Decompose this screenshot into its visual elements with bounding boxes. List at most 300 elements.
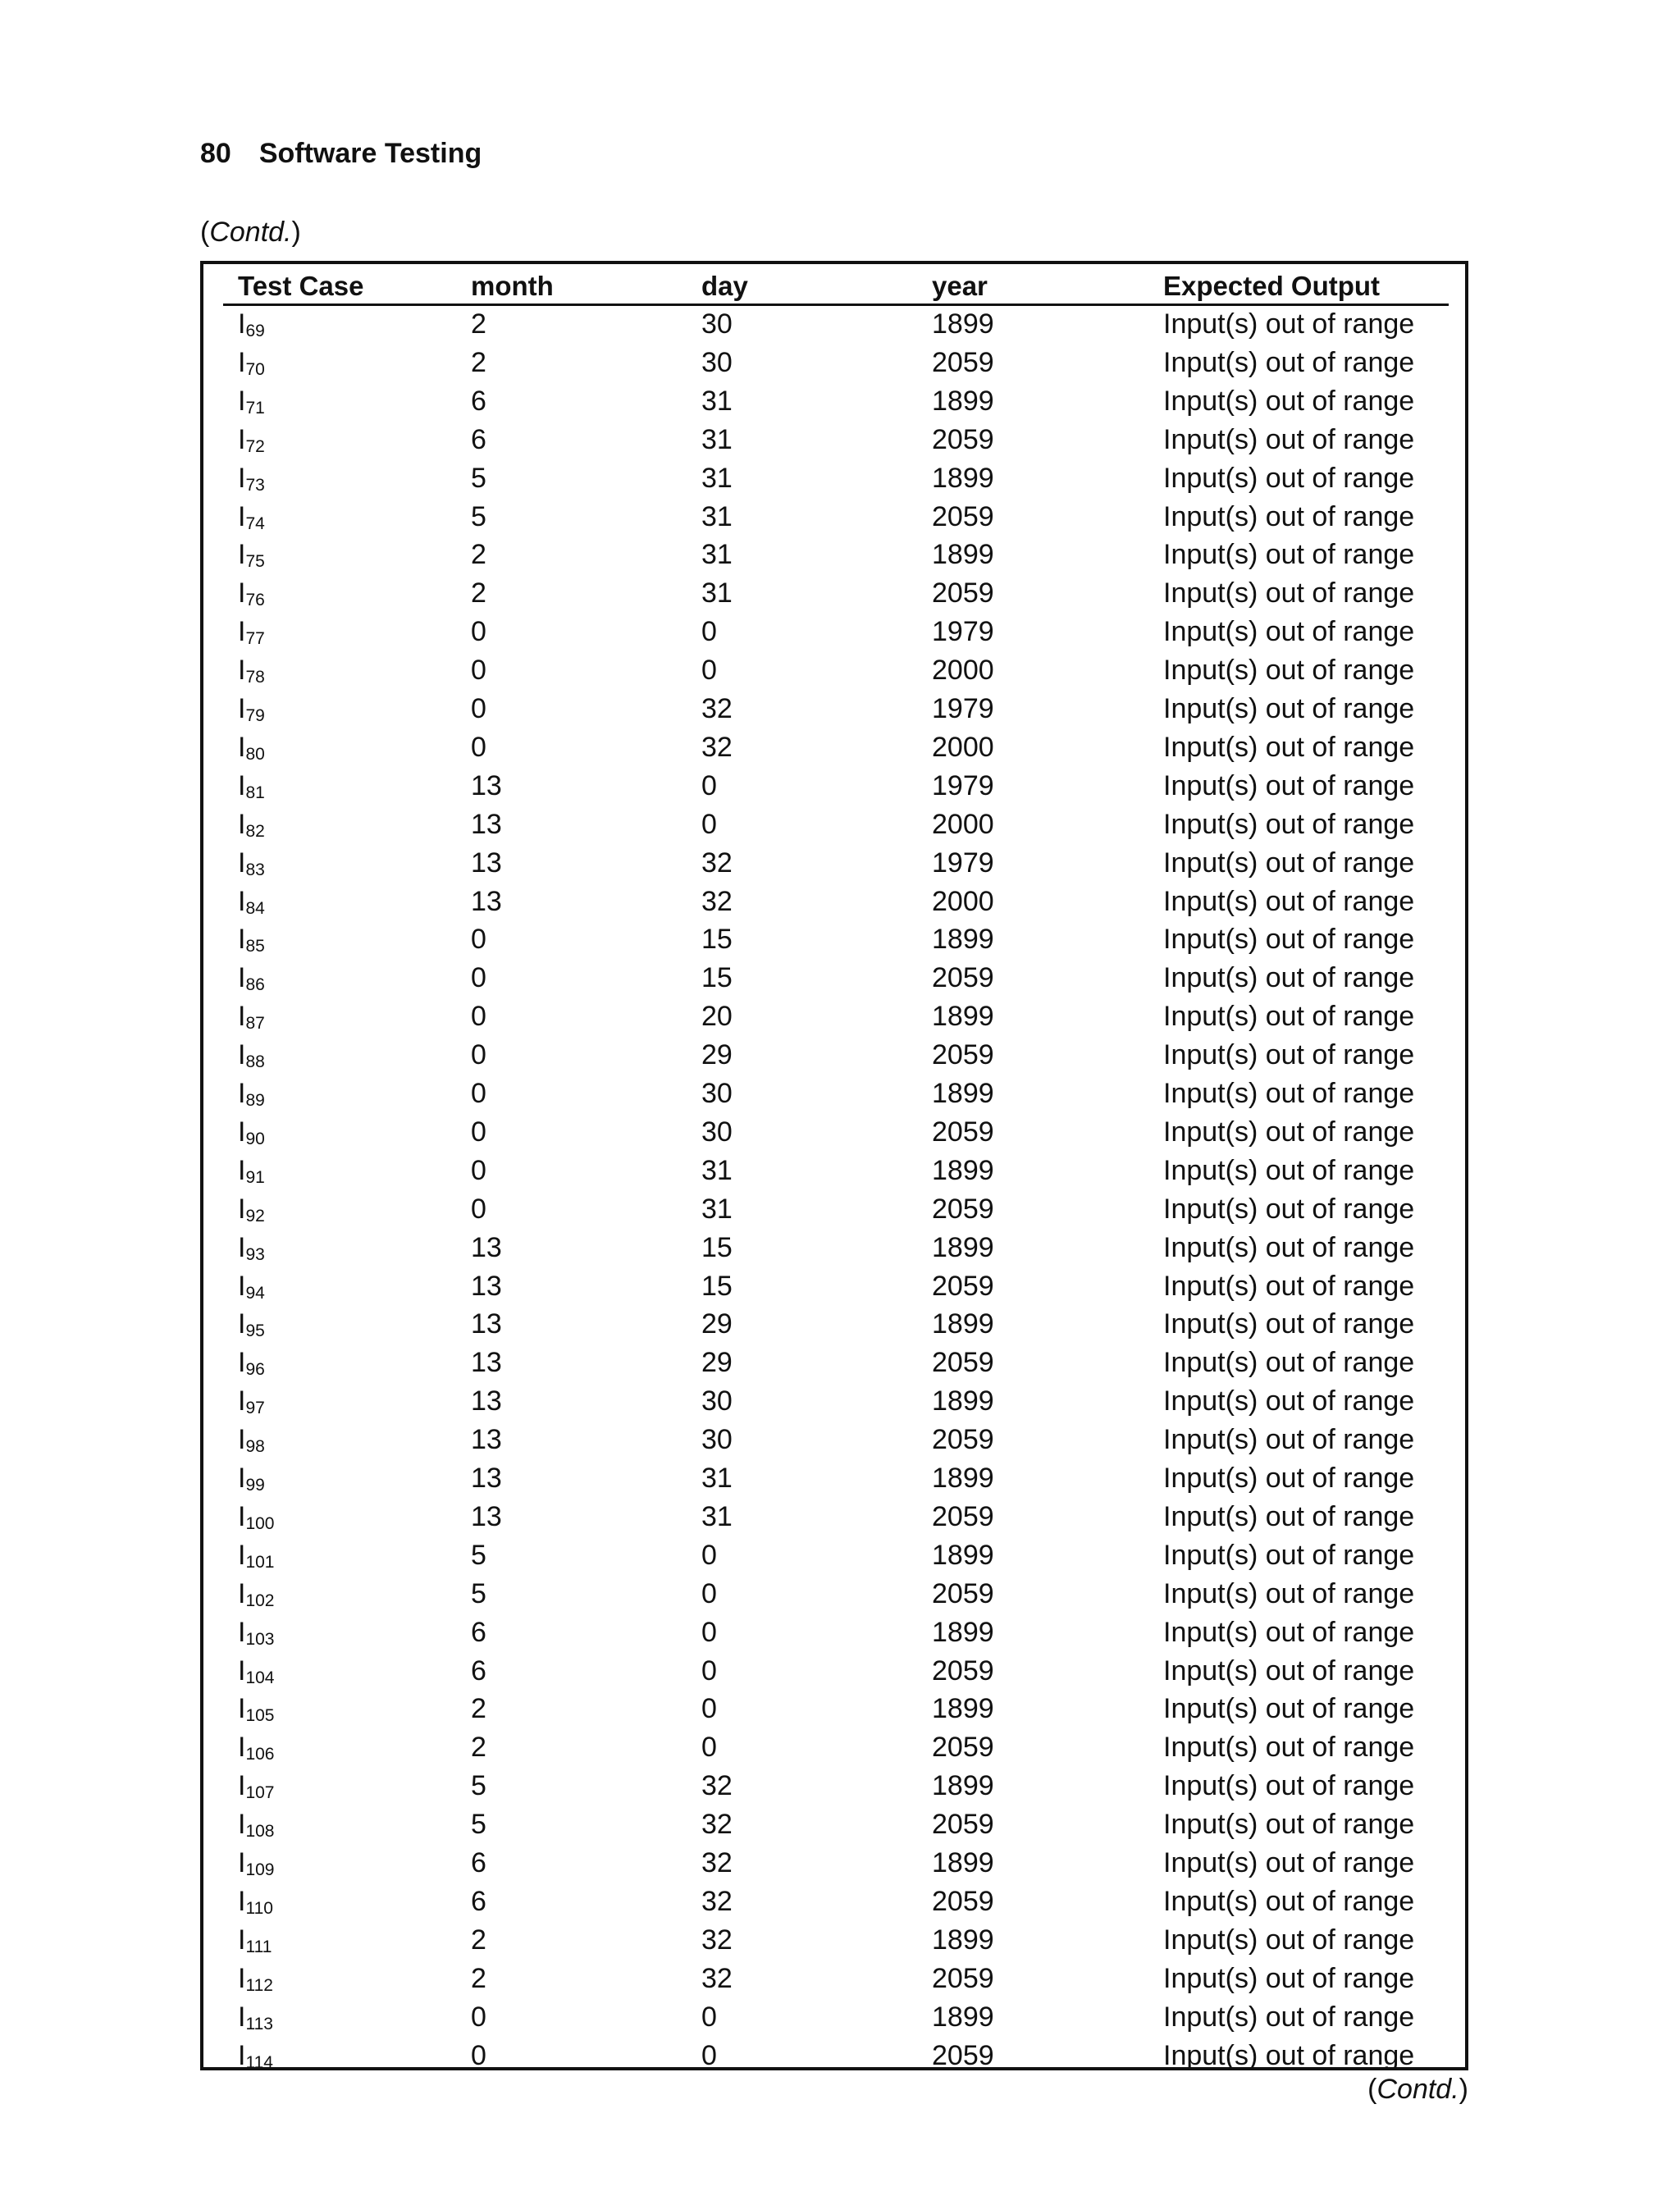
expected-output-cell: Input(s) out of range — [1163, 1655, 1415, 1687]
page-number: 80 — [200, 138, 231, 169]
day-cell: 32 — [701, 1962, 733, 1994]
day-cell: 0 — [701, 2039, 717, 2071]
table-row — [203, 2038, 1465, 2077]
test-case-id — [238, 809, 265, 841]
table-row — [203, 461, 1465, 500]
test-case-prefix: I — [238, 1231, 246, 1263]
test-case-number: 107 — [245, 1783, 275, 1803]
table-row — [203, 1846, 1465, 1884]
month-cell: 0 — [471, 693, 486, 724]
day-cell: 32 — [701, 1809, 733, 1841]
expected-output-cell: Input(s) out of range — [1163, 1539, 1415, 1571]
expected-output-cell: Input(s) out of range — [1163, 962, 1415, 994]
test-case-number: 84 — [245, 898, 265, 918]
table-row — [203, 1923, 1465, 1961]
year-cell: 2059 — [932, 1732, 994, 1764]
day-cell: 0 — [701, 1539, 717, 1571]
table-row — [203, 1691, 1465, 1730]
expected-output-cell: Input(s) out of range — [1163, 655, 1415, 687]
month-cell: 2 — [471, 1732, 486, 1764]
expected-output-cell: Input(s) out of range — [1163, 924, 1415, 956]
test-case-id — [238, 1155, 265, 1187]
table-row — [203, 384, 1465, 422]
month-cell: 13 — [471, 1308, 502, 1340]
test-case-number: 80 — [245, 744, 265, 764]
day-cell: 0 — [701, 808, 717, 840]
table-row — [203, 1038, 1465, 1076]
year-cell: 1979 — [932, 769, 994, 801]
year-cell: 1979 — [932, 847, 994, 879]
month-cell: 0 — [471, 2001, 486, 2033]
expected-output-cell: Input(s) out of range — [1163, 1154, 1415, 1186]
test-case-number: 102 — [245, 1591, 275, 1610]
year-cell: 2059 — [932, 1193, 994, 1225]
expected-output-cell: Input(s) out of range — [1163, 1809, 1415, 1841]
test-case-id — [238, 2001, 273, 2033]
day-cell: 31 — [701, 423, 733, 455]
expected-output-cell: Input(s) out of range — [1163, 1693, 1415, 1725]
test-case-prefix: I — [238, 1885, 246, 1917]
table-row — [203, 1269, 1465, 1308]
table-row — [203, 691, 1465, 730]
expected-output-cell: Input(s) out of range — [1163, 1924, 1415, 1956]
table-row — [203, 2000, 1465, 2038]
test-case-id — [238, 2040, 273, 2072]
month-cell: 6 — [471, 1655, 486, 1687]
test-case-id — [238, 886, 265, 918]
column-header-test-case: Test Case — [238, 271, 364, 301]
test-case-number: 106 — [245, 1745, 275, 1764]
month-cell: 2 — [471, 577, 486, 609]
day-cell: 0 — [701, 769, 717, 801]
test-case-prefix: I — [238, 1001, 246, 1033]
year-cell: 2059 — [932, 962, 994, 994]
month-cell: 13 — [471, 1500, 502, 1532]
year-cell: 2059 — [932, 1347, 994, 1379]
test-case-prefix: I — [238, 539, 246, 571]
expected-output-cell: Input(s) out of range — [1163, 308, 1415, 340]
test-case-number: 85 — [245, 937, 265, 956]
expected-output-cell: Input(s) out of range — [1163, 1616, 1415, 1648]
month-cell: 2 — [471, 1924, 486, 1956]
month-cell: 2 — [471, 539, 486, 571]
table-row — [203, 422, 1465, 461]
test-case-id — [238, 924, 265, 956]
book-title: Software Testing — [258, 138, 482, 169]
table-row — [203, 1615, 1465, 1654]
column-header-expected-output: Expected Output — [1163, 271, 1381, 301]
test-case-prefix: I — [238, 1732, 246, 1764]
table-row — [203, 1807, 1465, 1846]
test-case-prefix: I — [238, 1500, 246, 1532]
expected-output-cell: Input(s) out of range — [1163, 1962, 1415, 1994]
test-case-id — [238, 1194, 265, 1226]
month-cell: 5 — [471, 1539, 486, 1571]
table-row — [203, 961, 1465, 999]
table-row — [203, 1153, 1465, 1192]
test-case-id — [238, 693, 265, 725]
month-cell: 13 — [471, 1270, 502, 1302]
test-case-id — [238, 1886, 273, 1918]
month-cell: 2 — [471, 308, 486, 340]
day-cell: 29 — [701, 1308, 733, 1340]
test-case-number: 74 — [245, 513, 265, 533]
test-case-prefix: I — [238, 500, 246, 532]
test-case-id — [238, 1655, 275, 1687]
day-cell: 30 — [701, 346, 733, 378]
expected-output-cell: Input(s) out of range — [1163, 731, 1415, 763]
year-cell: 2059 — [932, 423, 994, 455]
test-case-prefix: I — [238, 655, 246, 687]
month-cell: 0 — [471, 616, 486, 648]
month-cell: 6 — [471, 1847, 486, 1878]
test-case-number: 96 — [245, 1360, 265, 1380]
expected-output-cell: Input(s) out of range — [1163, 500, 1415, 532]
test-case-id — [238, 1347, 265, 1379]
day-cell: 30 — [701, 1385, 733, 1417]
test-case-prefix: I — [238, 731, 246, 763]
expected-output-cell: Input(s) out of range — [1163, 2039, 1415, 2071]
year-cell: 1899 — [932, 539, 994, 571]
test-case-number: 89 — [245, 1091, 265, 1110]
test-case-id — [238, 1963, 273, 1995]
month-cell: 0 — [471, 2039, 486, 2071]
continued-label-bottom: (Contd.) — [1367, 2074, 1468, 2105]
test-case-prefix: I — [238, 2001, 246, 2033]
test-case-prefix: I — [238, 808, 246, 840]
test-case-id — [238, 1001, 265, 1033]
month-cell: 0 — [471, 1154, 486, 1186]
year-cell: 1899 — [932, 1616, 994, 1648]
test-case-prefix: I — [238, 1847, 246, 1878]
test-case-prefix: I — [238, 1193, 246, 1225]
year-cell: 2059 — [932, 577, 994, 609]
table-row — [203, 1499, 1465, 1538]
test-case-prefix: I — [238, 577, 246, 609]
year-cell: 2059 — [932, 1962, 994, 1994]
test-case-prefix: I — [238, 924, 246, 956]
test-case-prefix: I — [238, 885, 246, 917]
test-case-id — [238, 1116, 265, 1148]
month-cell: 0 — [471, 924, 486, 956]
day-cell: 32 — [701, 1885, 733, 1917]
expected-output-cell: Input(s) out of range — [1163, 1078, 1415, 1109]
day-cell: 32 — [701, 885, 733, 917]
expected-output-cell: Input(s) out of range — [1163, 1463, 1415, 1494]
year-cell: 1899 — [932, 1770, 994, 1802]
test-case-prefix: I — [238, 847, 246, 879]
test-case-prefix: I — [238, 1308, 246, 1340]
test-case-number: 95 — [245, 1321, 265, 1341]
year-cell: 1899 — [932, 1078, 994, 1109]
test-case-number: 99 — [245, 1476, 265, 1495]
test-case-number: 87 — [245, 1014, 265, 1034]
month-cell: 5 — [471, 1770, 486, 1802]
test-case-prefix: I — [238, 1962, 246, 1994]
expected-output-cell: Input(s) out of range — [1163, 1231, 1415, 1263]
month-cell: 5 — [471, 462, 486, 494]
month-cell: 6 — [471, 1885, 486, 1917]
test-case-number: 71 — [245, 398, 265, 418]
year-cell: 1899 — [932, 1463, 994, 1494]
day-cell: 0 — [701, 655, 717, 687]
day-cell: 30 — [701, 308, 733, 340]
day-cell: 0 — [701, 1655, 717, 1687]
test-case-id — [238, 1463, 265, 1495]
test-case-prefix: I — [238, 1539, 246, 1571]
day-cell: 29 — [701, 1039, 733, 1071]
day-cell: 31 — [701, 1154, 733, 1186]
year-cell: 2000 — [932, 655, 994, 687]
year-cell: 1899 — [932, 1847, 994, 1878]
test-case-id — [238, 1308, 265, 1340]
test-case-id — [238, 424, 265, 456]
month-cell: 13 — [471, 1347, 502, 1379]
month-cell: 5 — [471, 1809, 486, 1841]
month-cell: 2 — [471, 1693, 486, 1725]
test-case-prefix: I — [238, 1693, 246, 1725]
expected-output-cell: Input(s) out of range — [1163, 1885, 1415, 1917]
test-case-id — [238, 463, 265, 495]
test-case-id — [238, 1078, 265, 1110]
month-cell: 0 — [471, 1001, 486, 1033]
expected-output-cell: Input(s) out of range — [1163, 2001, 1415, 2033]
month-cell: 2 — [471, 1962, 486, 1994]
month-cell: 13 — [471, 1231, 502, 1263]
test-case-number: 83 — [245, 860, 265, 879]
table-row — [203, 1961, 1465, 2000]
year-cell: 1899 — [932, 462, 994, 494]
test-case-number: 81 — [245, 783, 265, 802]
test-case-id — [238, 577, 265, 609]
expected-output-cell: Input(s) out of range — [1163, 1039, 1415, 1071]
test-case-number: 101 — [245, 1552, 275, 1572]
test-case-number: 92 — [245, 1206, 265, 1226]
day-cell: 20 — [701, 1001, 733, 1033]
test-case-number: 108 — [245, 1822, 275, 1842]
expected-output-cell: Input(s) out of range — [1163, 808, 1415, 840]
test-case-number: 112 — [245, 1975, 273, 1995]
test-case-prefix: I — [238, 1770, 246, 1802]
table-row — [203, 1769, 1465, 1807]
test-case-id — [238, 655, 265, 687]
test-case-prefix: I — [238, 1616, 246, 1648]
expected-output-cell: Input(s) out of range — [1163, 462, 1415, 494]
test-case-id — [238, 1770, 275, 1802]
column-header-month: month — [471, 271, 554, 301]
month-cell: 0 — [471, 1193, 486, 1225]
month-cell: 0 — [471, 1039, 486, 1071]
test-case-number: 94 — [245, 1283, 265, 1303]
table-row — [203, 999, 1465, 1038]
test-case-prefix: I — [238, 1463, 246, 1494]
month-cell: 6 — [471, 385, 486, 417]
table-row — [203, 1884, 1465, 1923]
day-cell: 30 — [701, 1078, 733, 1109]
day-cell: 30 — [701, 1424, 733, 1456]
month-cell: 5 — [471, 1577, 486, 1609]
year-cell: 1899 — [932, 1385, 994, 1417]
day-cell: 0 — [701, 2001, 717, 2033]
day-cell: 31 — [701, 462, 733, 494]
month-cell: 13 — [471, 847, 502, 879]
test-case-id — [238, 1578, 275, 1610]
test-case-id — [238, 1039, 265, 1071]
test-case-prefix: I — [238, 1385, 246, 1417]
test-case-number: 104 — [245, 1668, 275, 1687]
day-cell: 31 — [701, 577, 733, 609]
expected-output-cell: Input(s) out of range — [1163, 423, 1415, 455]
test-case-id — [238, 770, 265, 802]
month-cell: 13 — [471, 1385, 502, 1417]
expected-output-cell: Input(s) out of range — [1163, 1116, 1415, 1148]
expected-output-cell: Input(s) out of range — [1163, 1732, 1415, 1764]
day-cell: 0 — [701, 1693, 717, 1725]
day-cell: 31 — [701, 1500, 733, 1532]
test-case-prefix: I — [238, 1809, 246, 1841]
month-cell: 5 — [471, 500, 486, 532]
table-row — [203, 653, 1465, 691]
table-row — [203, 1577, 1465, 1615]
year-cell: 1899 — [932, 1539, 994, 1571]
year-cell: 2059 — [932, 1809, 994, 1841]
day-cell: 32 — [701, 1847, 733, 1878]
expected-output-cell: Input(s) out of range — [1163, 847, 1415, 879]
test-case-number: 69 — [245, 322, 265, 340]
day-cell: 30 — [701, 1116, 733, 1148]
year-cell: 2059 — [932, 346, 994, 378]
test-case-number: 77 — [245, 629, 265, 649]
expected-output-cell: Input(s) out of range — [1163, 616, 1415, 648]
year-cell: 2000 — [932, 885, 994, 917]
day-cell: 31 — [701, 1193, 733, 1225]
expected-output-cell: Input(s) out of range — [1163, 1385, 1415, 1417]
expected-output-cell: Input(s) out of range — [1163, 693, 1415, 724]
day-cell: 32 — [701, 731, 733, 763]
month-cell: 13 — [471, 808, 502, 840]
table-row — [203, 730, 1465, 769]
month-cell: 13 — [471, 1424, 502, 1456]
expected-output-cell: Input(s) out of range — [1163, 769, 1415, 801]
month-cell: 13 — [471, 885, 502, 917]
test-case-id — [238, 616, 265, 648]
test-case-number: 88 — [245, 1052, 265, 1072]
day-cell: 31 — [701, 500, 733, 532]
table-row — [203, 1307, 1465, 1345]
table-row — [203, 1076, 1465, 1115]
year-cell: 2059 — [932, 1655, 994, 1687]
year-cell: 1899 — [932, 1693, 994, 1725]
test-case-id — [238, 1924, 272, 1956]
month-cell: 2 — [471, 346, 486, 378]
test-case-number: 114 — [245, 2052, 273, 2072]
month-cell: 0 — [471, 655, 486, 687]
test-case-prefix: I — [238, 1424, 246, 1456]
year-cell: 2059 — [932, 1577, 994, 1609]
year-cell: 2000 — [932, 731, 994, 763]
test-case-number: 79 — [245, 706, 265, 725]
expected-output-cell: Input(s) out of range — [1163, 1193, 1415, 1225]
year-cell: 1899 — [932, 1001, 994, 1033]
year-cell: 1899 — [932, 924, 994, 956]
expected-output-cell: Input(s) out of range — [1163, 539, 1415, 571]
day-cell: 31 — [701, 539, 733, 571]
table-row — [203, 1345, 1465, 1384]
test-case-prefix: I — [238, 1924, 246, 1956]
year-cell: 2059 — [932, 1500, 994, 1532]
year-cell: 2059 — [932, 2039, 994, 2071]
table-row — [203, 307, 1465, 345]
day-cell: 0 — [701, 1732, 717, 1764]
table-row — [203, 769, 1465, 807]
test-case-number: 91 — [245, 1167, 265, 1187]
table-row — [203, 576, 1465, 614]
day-cell: 32 — [701, 1924, 733, 1956]
table-row — [203, 1192, 1465, 1230]
test-case-prefix: I — [238, 1577, 246, 1609]
expected-output-cell: Input(s) out of range — [1163, 577, 1415, 609]
table-row — [203, 345, 1465, 384]
expected-output-cell: Input(s) out of range — [1163, 1577, 1415, 1609]
day-cell: 15 — [701, 962, 733, 994]
test-case-id — [238, 1271, 265, 1303]
test-case-prefix: I — [238, 1116, 246, 1148]
month-cell: 13 — [471, 769, 502, 801]
day-cell: 31 — [701, 385, 733, 417]
table-row — [203, 1230, 1465, 1269]
test-case-number: 75 — [245, 552, 265, 572]
column-header-year: year — [932, 271, 988, 301]
table-row — [203, 1461, 1465, 1499]
test-case-number: 76 — [245, 591, 265, 610]
day-cell: 32 — [701, 1770, 733, 1802]
test-case-id — [238, 1693, 275, 1725]
test-case-id — [238, 1732, 275, 1764]
year-cell: 2059 — [932, 1424, 994, 1456]
expected-output-cell: Input(s) out of range — [1163, 1270, 1415, 1302]
month-cell: 6 — [471, 1616, 486, 1648]
test-case-id — [238, 1501, 275, 1533]
table-row — [203, 846, 1465, 884]
test-case-prefix: I — [238, 423, 246, 455]
table-row — [203, 922, 1465, 961]
test-case-id — [238, 539, 265, 571]
year-cell: 1979 — [932, 693, 994, 724]
test-case-number: 109 — [245, 1860, 275, 1879]
continued-label-top: (Contd.) — [200, 217, 301, 248]
test-case-id — [238, 732, 265, 764]
test-case-id — [238, 1847, 275, 1879]
expected-output-cell: Input(s) out of range — [1163, 1347, 1415, 1379]
test-case-id — [238, 386, 265, 418]
test-case-prefix: I — [238, 616, 246, 648]
running-head — [200, 138, 482, 170]
year-cell: 1899 — [932, 1308, 994, 1340]
table-row — [203, 1422, 1465, 1461]
year-cell: 2059 — [932, 500, 994, 532]
test-case-number: 72 — [245, 436, 265, 456]
test-case-id — [238, 501, 265, 533]
year-cell: 1979 — [932, 616, 994, 648]
year-cell: 1899 — [932, 2001, 994, 2033]
column-header-day: day — [701, 271, 748, 301]
day-cell: 0 — [701, 616, 717, 648]
expected-output-cell: Input(s) out of range — [1163, 1847, 1415, 1878]
table-row — [203, 884, 1465, 923]
month-cell: 0 — [471, 1116, 486, 1148]
expected-output-cell: Input(s) out of range — [1163, 1424, 1415, 1456]
test-case-number: 98 — [245, 1437, 265, 1457]
